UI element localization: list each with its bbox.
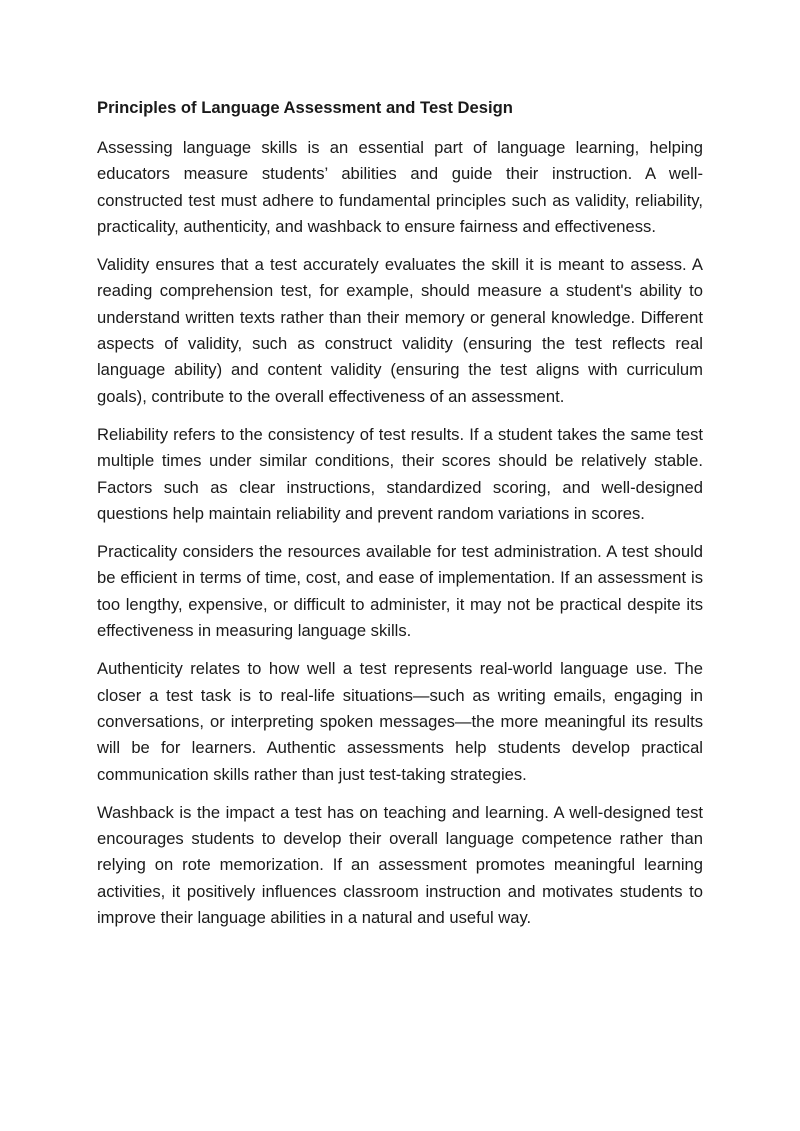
document-body [97, 97, 703, 943]
document-title: Principles of Language Assessment and Test Design [97, 98, 513, 117]
paragraph-validity: Validity ensures that a test accurately evaluates the skill it is meant to assess. A reading comprehension test, for example, should measure a student's ability to understand written texts rather than their memory or general knowledge. Different aspects of validity, such as construct validity (ensuring the test reflects real language ability) and content validity (ensuring the test aligns with curriculum goals), contribute to the overall effectiveness of an assessment. [97, 255, 703, 406]
paragraph-authenticity: Authenticity relates to how well a test represents real-world language use. The closer a test task is to real-life situations—such as writing emails, engaging in conversations, or interpreting spoken messages—the more meaningful its results will be for learners. Authentic assessments help students develop practical communication skills rather than just test-taking strategies. [97, 659, 703, 784]
paragraph-introduction: Assessing language skills is an essential part of language learning, helping educators measure students’ abilities and guide their instruction. A well-constructed test must adhere to fundamental principles such as validity, reliability, practicality, authenticity, and washback to ensure fairness and effectiveness. [97, 138, 703, 236]
paragraph-practicality: Practicality considers the resources available for test administration. A test should be efficient in terms of time, cost, and ease of implementation. If an assessment is too lengthy, expensive, or difficult to administer, it may not be practical despite its effectiveness in measuring language skills. [97, 542, 703, 641]
paragraph-washback: Washback is the impact a test has on teaching and learning. A well-designed test encourages students to develop their overall language competence rather than relying on rote memorization. If an assessment promotes meaningful learning activities, it positively influences classroom instruction and motivates students to improve their language abilities in a natural and useful way. [97, 802, 703, 928]
paragraph-reliability: Reliability refers to the consistency of test results. If a student takes the same test multiple times under similar conditions, their scores should be relatively stable. Factors such as clear instructions, standardized scoring, and well-designed questions help maintain reliability and prevent random variations in scores. [97, 424, 703, 523]
